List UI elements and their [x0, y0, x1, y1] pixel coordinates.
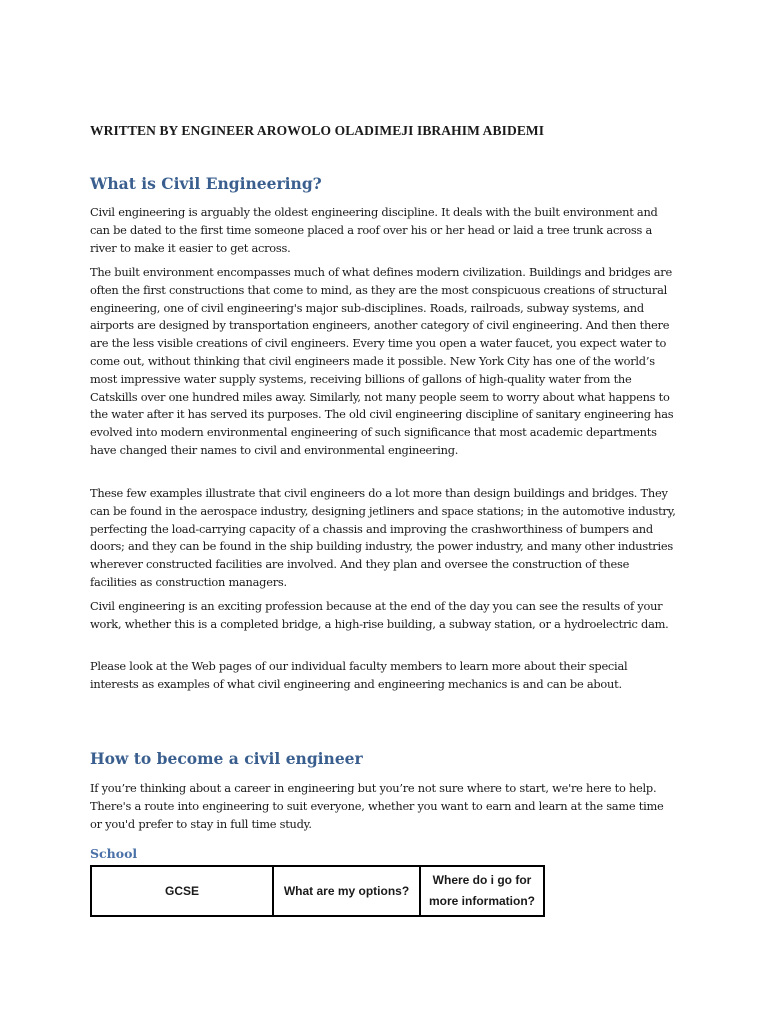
- options-table: [90, 865, 545, 917]
- paragraph-faculty: Please look at the Web pages of our individual faculty members to learn more about their special interests as examples of what civil engineering and engineering mechanics is and can be about.: [90, 659, 628, 691]
- table-header-options: What are my options?: [273, 866, 420, 916]
- subheading-school: School: [90, 846, 138, 861]
- paragraph-exciting-profession: Civil engineering is an exciting profession because at the end of the day you can see the results of your work, whether this is a completed bridge, a high-rise building, a subway station, or a hydroelectric dam.: [90, 599, 669, 631]
- paragraph-intro: Civil engineering is arguably the oldest engineering discipline. It deals with the built environment and can be dated to the first time someone placed a roof over his or her head or laid a tree trunk across a river to make it easier to get across.: [90, 205, 658, 255]
- heading-what-is-civil-engineering: What is Civil Engineering?: [90, 174, 322, 193]
- paragraph-built-environment: The built environment encompasses much of what defines modern civilization. Buildings and bridges are often the first constructions that come to mind, as they are the most conspicuous creations of structural engineering, one of civil engineering's major sub-disciplines. Roads, railroads, subway systems, and airports are designed by transportation engineers, another category of civil engineering. And then there are the less visible creations of civil engineers. Every time you open a water faucet, you expect water to come out, without thinking that civil engineers made it possible. New York City has one of the world’s most impressive water supply systems, receiving billions of gallons of high-quality water from the Catskills over one hundred miles away. Similarly, not many people seem to worry about what happens to the water after it has served its purposes. The old civil engineering discipline of sanitary engineering has evolved into modern environmental engineering of such significance that most academic departments have changed their names to civil and environmental engineering.: [90, 265, 674, 457]
- paragraph-career: If you’re thinking about a career in engineering but you’re not sure where to start, we're here to help. There's a route into engineering to suit everyone, whether you want to earn and learn at the same time or you'd prefer to stay in full time study.: [90, 781, 664, 831]
- author-line: WRITTEN BY ENGINEER AROWOLO OLADIMEJI IBRAHIM ABIDEMI: [90, 123, 545, 138]
- table-row: [91, 866, 544, 916]
- paragraph-examples: These few examples illustrate that civil engineers do a lot more than design buildings and bridges. They can be found in the aerospace industry, designing jetliners and space stations; in the automotive industry, perfecting the load-carrying capacity of a chassis and improving the crashworthiness of bumpers and doors; and they can be found in the ship building industry, the power industry, and many other industries wherever constructed facilities are involved. And they plan and oversee the construction of these facilities as construction managers.: [90, 486, 676, 589]
- table-header-gcse: GCSE: [91, 866, 273, 916]
- heading-how-to-become: How to become a civil engineer: [90, 749, 363, 768]
- table-header-more-info: Where do i go for more information?: [420, 866, 544, 916]
